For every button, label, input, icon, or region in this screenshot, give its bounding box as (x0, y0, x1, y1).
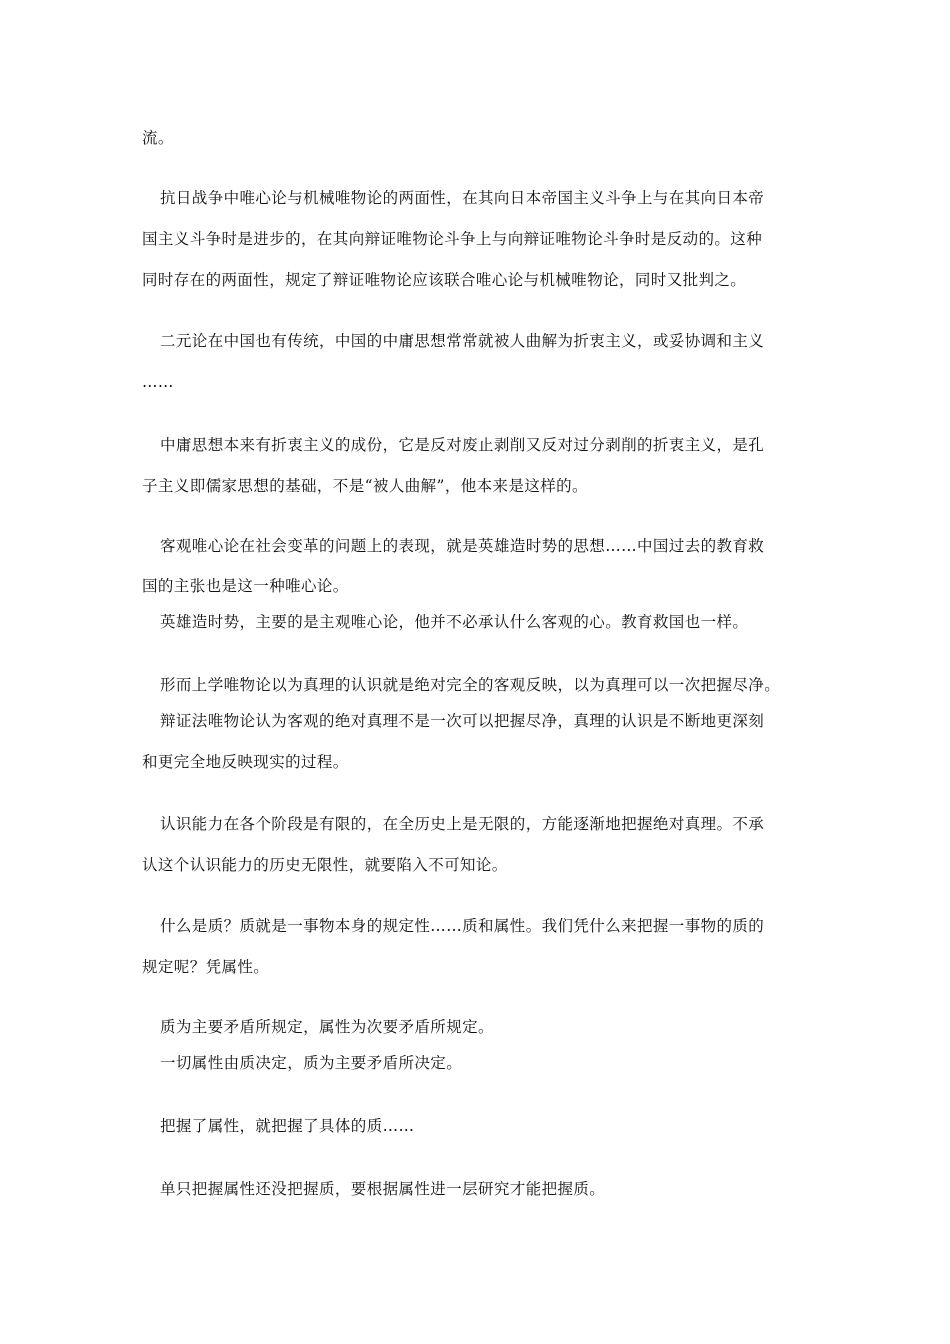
text-line: 国主义斗争时是进步的，在其向辩证唯物论斗争上与向辩证唯物论斗争时是反动的。这种 (142, 230, 763, 248)
text-line: 国的主张也是这一种唯心论。 (142, 577, 349, 595)
text-line: 单只把握属性还没把握质，要根据属性进一层研究才能把握质。 (160, 1180, 606, 1198)
text-line: 二元论在中国也有传统，中国的中庸思想常常就被人曲解为折衷主义，或妥协调和主义 (160, 332, 765, 350)
text-line: 中庸思想本来有折衷主义的成份，它是反对废止剥削又反对过分剥削的折衷主义，是孔 (160, 436, 765, 454)
text-line: 流。 (142, 129, 174, 147)
text-line: 英雄造时势，主要的是主观唯心论，他并不必承认什么客观的心。教育救国也一样。 (160, 613, 749, 631)
text-line: 认识能力在各个阶段是有限的，在全历史上是无限的，方能逐渐地把握绝对真理。不承 (160, 815, 765, 833)
text-line: 和更完全地反映现实的过程。 (142, 753, 349, 771)
text-line: 什么是质？质就是一事物本身的规定性……质和属性。我们凭什么来把握一事物的质的 (160, 917, 765, 935)
text-line: 客观唯心论在社会变革的问题上的表现，就是英雄造时势的思想……中国过去的教育救 (160, 537, 765, 555)
text-line: 规定呢？凭属性。 (142, 958, 270, 976)
text-line: 同时存在的两面性，规定了辩证唯物论应该联合唯心论与机械唯物论，同时又批判之。 (142, 271, 747, 289)
text-line: 形而上学唯物论以为真理的认识就是绝对完全的客观反映，以为真理可以一次把握尽净。 (160, 676, 781, 694)
text-line: 认这个认识能力的历史无限性，就要陷入不可知论。 (142, 856, 508, 874)
text-line: 辩证法唯物论认为客观的绝对真理不是一次可以把握尽净，真理的认识是不断地更深刻 (160, 712, 765, 730)
text-line: 子主义即儒家思想的基础，不是“被人曲解”，他本来是这样的。 (142, 477, 588, 495)
text-line: 把握了属性，就把握了具体的质…… (160, 1117, 415, 1135)
text-line: 一切属性由质决定，质为主要矛盾所决定。 (160, 1054, 463, 1072)
text-line: …… (142, 373, 174, 391)
text-line: 抗日战争中唯心论与机械唯物论的两面性，在其向日本帝国主义斗争上与在其向日本帝 (160, 189, 765, 207)
text-line: 质为主要矛盾所规定，属性为次要矛盾所规定。 (160, 1018, 494, 1036)
